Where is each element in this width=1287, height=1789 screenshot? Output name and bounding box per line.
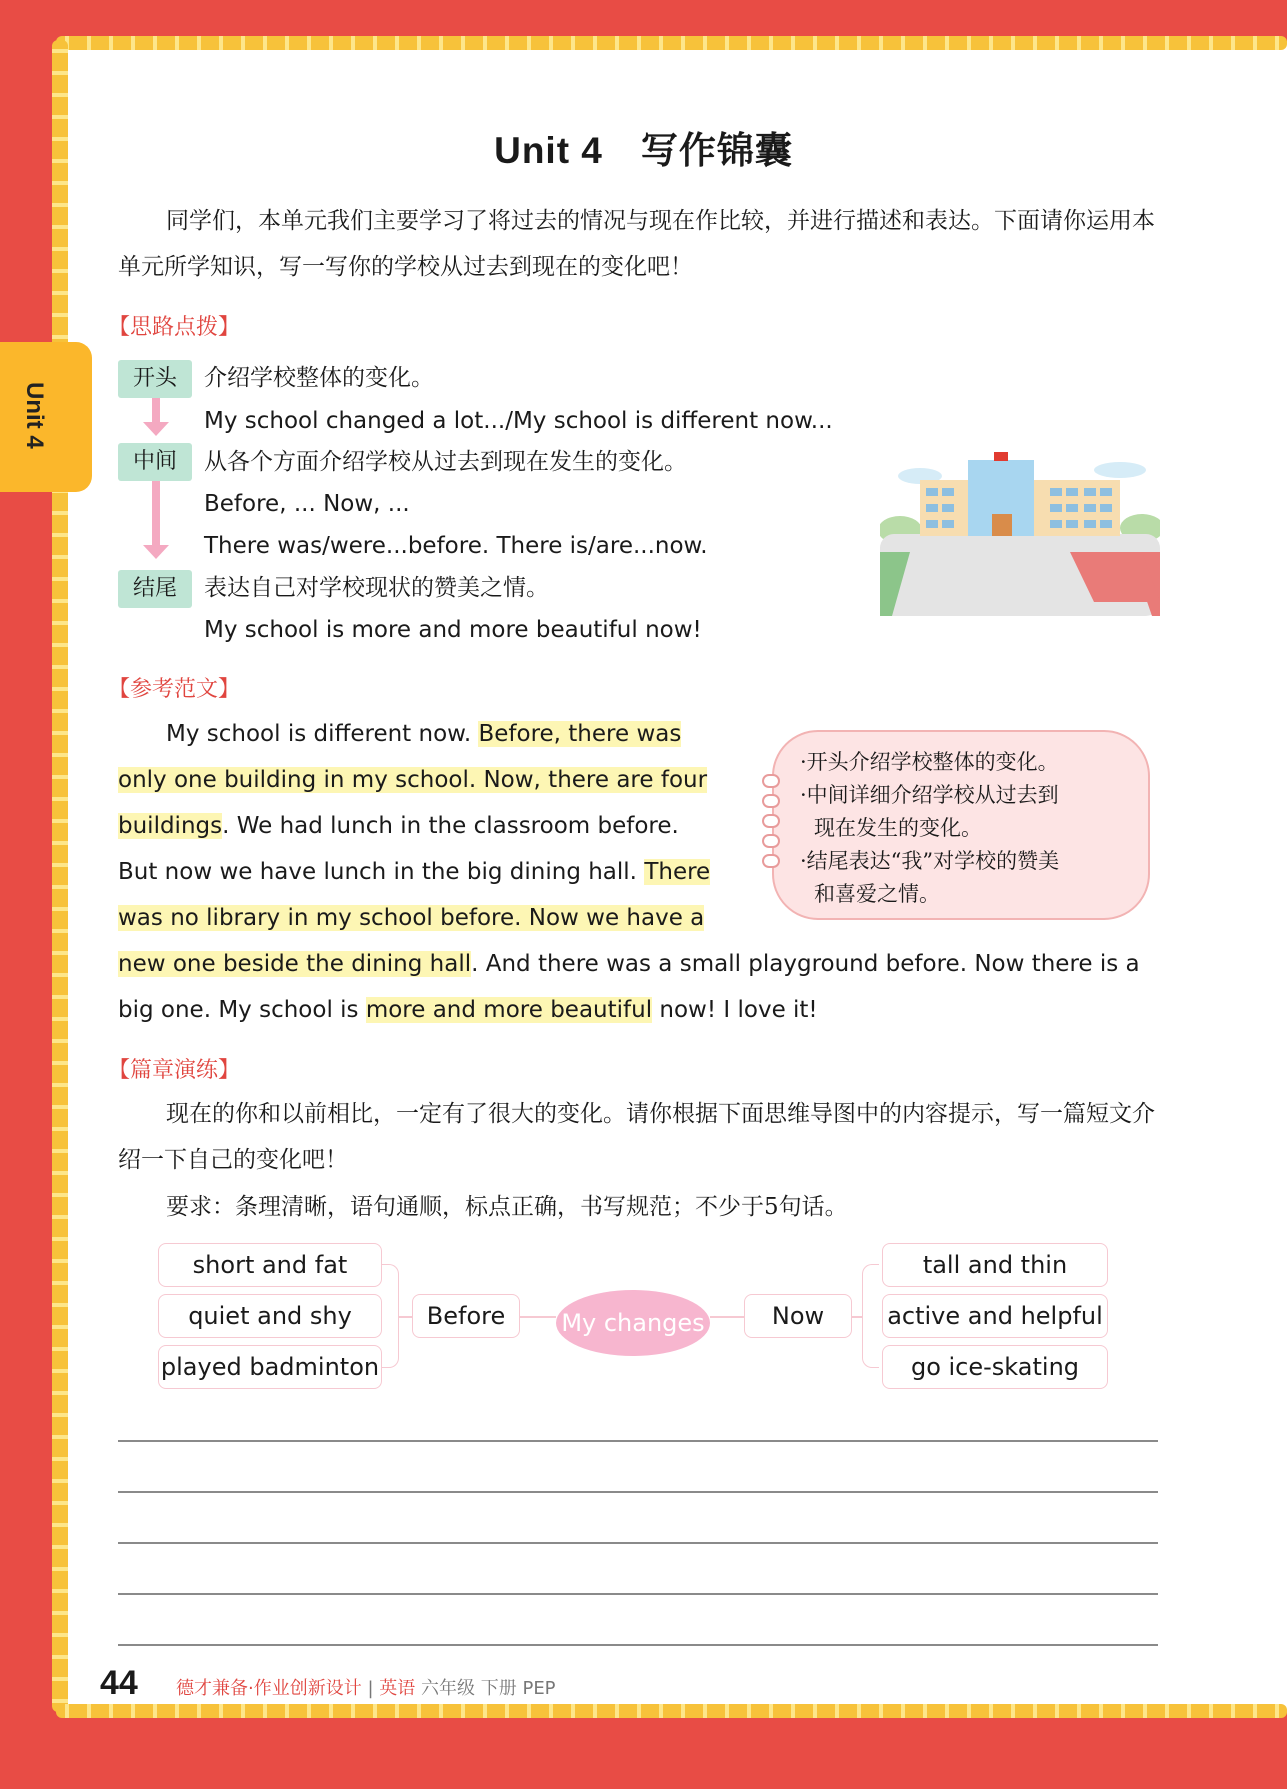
mindmap-now-item: active and helpful <box>882 1294 1108 1338</box>
outline-middle-en1: Before, ... Now, ... <box>204 491 410 517</box>
essay-text: . And there was a small playground before. Now there is a <box>471 951 1140 977</box>
mindmap-now-node: Now <box>744 1294 852 1338</box>
mindmap-connector <box>398 1316 412 1318</box>
essay-text: But now we have lunch in the big dining hall. <box>118 859 645 885</box>
note-line: ·开头介绍学校整体的变化。 <box>800 750 1059 774</box>
essay-text: My school is different now. <box>166 721 479 747</box>
outline-start-en: My school changed a lot.../My school is different now... <box>204 408 833 434</box>
essay-highlight: new one beside the dining hall <box>118 951 472 977</box>
outline-middle-en2: There was/were...before. There is/are...now. <box>204 533 708 559</box>
mindmap-before-item: played badminton <box>158 1345 382 1389</box>
mindmap-center-node: My changes <box>556 1290 710 1356</box>
writing-line[interactable] <box>118 1440 1158 1442</box>
mindmap-connector <box>520 1316 556 1318</box>
essay-highlight: more and more beautiful <box>365 997 653 1023</box>
notebook-ring <box>762 834 780 848</box>
essay-text: now! I love it! <box>652 997 818 1023</box>
page-title: Unit 4 写作锦囊 <box>494 130 793 171</box>
footer-subject: 英语 <box>379 1678 416 1699</box>
writing-line[interactable] <box>118 1491 1158 1493</box>
essay-highlight: was no library in my school before. Now we have a <box>118 905 705 931</box>
essay-line-3 <box>118 803 679 849</box>
notebook-ring <box>762 814 780 828</box>
essay-line-2 <box>118 757 707 803</box>
footer <box>176 1674 556 1700</box>
outline-end-cn: 表达自己对学校现状的赞美之情。 <box>204 575 549 601</box>
note-bubble <box>772 730 1150 920</box>
note-line: ·中间详细介绍学校从过去到 <box>800 783 1059 807</box>
outline-arrow <box>152 481 160 547</box>
unit-side-tab <box>0 342 92 492</box>
decorative-border-left <box>52 40 68 1712</box>
essay-line-4 <box>118 849 710 895</box>
section-heading-practice: 【篇章演练】 <box>108 1058 241 1083</box>
intro-paragraph: 同学们，本单元我们主要学习了将过去的情况与现在作比较，并进行描述和表达。下面请你运用本单元所学知识，写一写你的学校从过去到现在的变化吧！ <box>118 208 1155 280</box>
note-line: 和喜爱之情。 <box>814 882 940 906</box>
practice-paragraph: 现在的你和以前相比，一定有了很大的变化。请你根据下面思维导图中的内容提示，写一篇短文介绍一下自己的变化吧！ <box>118 1101 1155 1173</box>
writing-line[interactable] <box>118 1542 1158 1544</box>
outline-arrow-head <box>143 545 169 559</box>
section-heading-sample: 【参考范文】 <box>108 677 241 702</box>
essay-line-6 <box>118 941 1140 987</box>
footer-separator: | <box>367 1678 374 1699</box>
mindmap-before-item: quiet and shy <box>158 1294 382 1338</box>
outline-start-cn: 介绍学校整体的变化。 <box>204 365 434 391</box>
essay-highlight: There <box>644 859 711 885</box>
essay-line-1 <box>118 711 681 757</box>
outline-arrow <box>152 398 160 424</box>
mindmap-connector <box>852 1316 862 1318</box>
note-line: ·结尾表达“我”对学校的赞美 <box>800 849 1060 873</box>
essay-line-7 <box>118 987 818 1033</box>
requirement-text: 要求：条理清晰，语句通顺，标点正确，书写规范；不少于5句话。 <box>166 1194 848 1220</box>
school-illustration <box>880 452 1160 616</box>
essay-text: big one. My school is <box>118 997 366 1023</box>
decorative-border-bottom <box>56 1704 1287 1718</box>
mindmap-bracket <box>862 1264 879 1368</box>
outline-end-en: My school is more and more beautiful now! <box>204 617 702 643</box>
notebook-ring <box>762 854 780 868</box>
decorative-border-top <box>56 36 1287 50</box>
note-line: 现在发生的变化。 <box>814 816 982 840</box>
essay-line-5 <box>118 895 704 941</box>
essay-text: . We had lunch in the classroom before. <box>222 813 679 839</box>
mindmap-before-item: short and fat <box>158 1243 382 1287</box>
unit-side-tab-label: Unit 4 <box>21 382 48 449</box>
outline-badge-middle: 中间 <box>118 443 192 481</box>
mindmap-bracket <box>382 1264 399 1368</box>
essay-highlight: buildings <box>118 813 223 839</box>
footer-series: 德才兼备·作业创新设计 <box>176 1678 362 1699</box>
notebook-ring <box>762 774 780 788</box>
notebook-ring <box>762 794 780 808</box>
outline-badge-end: 结尾 <box>118 570 192 608</box>
footer-info: 六年级 下册 PEP <box>421 1678 556 1699</box>
page-number: 44 <box>100 1664 138 1702</box>
essay-highlight: only one building in my school. Now, there are four <box>118 767 708 793</box>
outline-badge-start: 开头 <box>118 360 192 398</box>
mindmap-now-item: tall and thin <box>882 1243 1108 1287</box>
mindmap-connector <box>710 1316 744 1318</box>
section-heading-tips: 【思路点拨】 <box>108 315 241 340</box>
mindmap-before-node: Before <box>412 1294 520 1338</box>
writing-line[interactable] <box>118 1593 1158 1595</box>
outline-arrow-head <box>143 422 169 436</box>
outline-middle-cn: 从各个方面介绍学校从过去到现在发生的变化。 <box>204 449 687 475</box>
essay-highlight: Before, there was <box>478 721 682 747</box>
mindmap-now-item: go ice-skating <box>882 1345 1108 1389</box>
writing-line[interactable] <box>118 1644 1158 1646</box>
